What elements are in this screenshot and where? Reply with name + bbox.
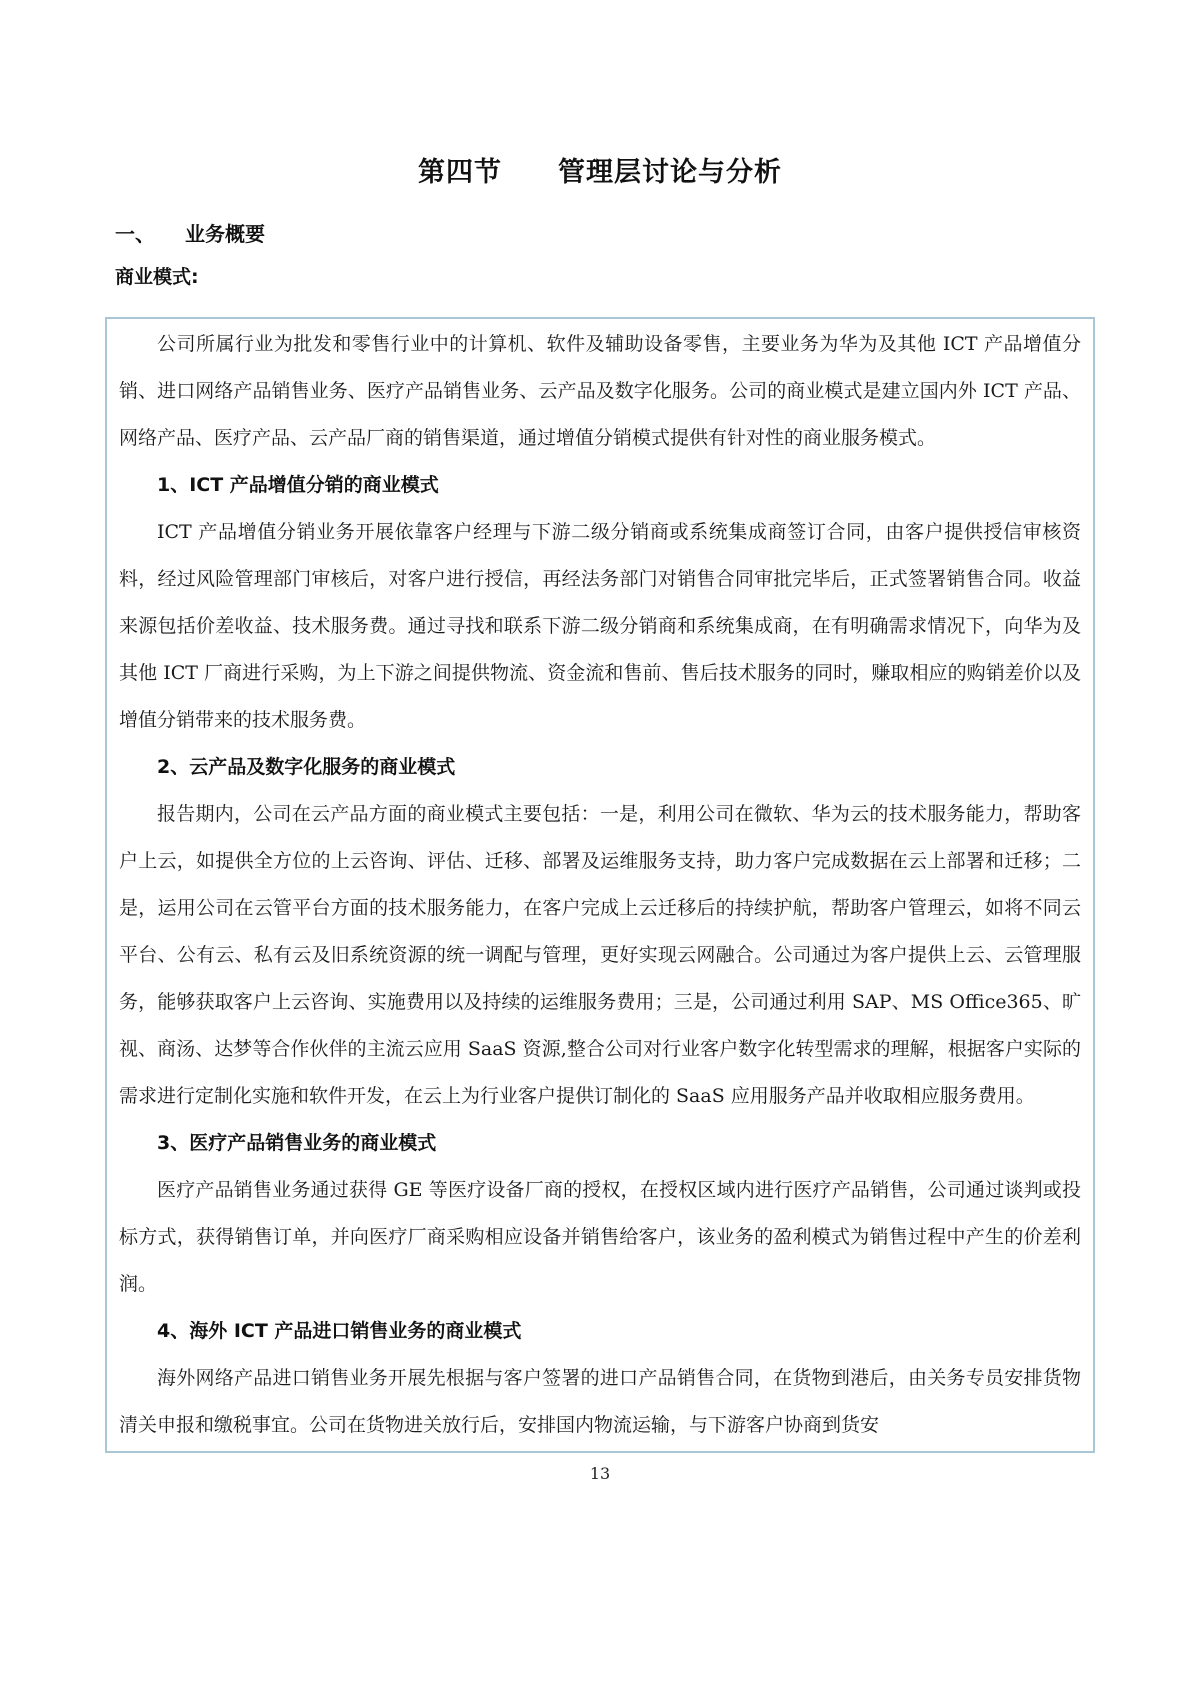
subheading-cloud-digital-model: 2、云产品及数字化服务的商业模式 xyxy=(157,756,456,778)
business-model-box xyxy=(105,317,1095,1453)
paragraph-industry-overview: 公司所属行业为批发和零售行业中的计算机、软件及辅助设备零售，主要业务为华为及其他 ICT 产品增值分销、进口网络产品销售业务、医疗产品销售业务、云产品及数字化服务。公司的商业模式是建立国内外 ICT 产品、网络产品、医疗产品、云产品厂商的销售渠道，通过增值分销模式提供有针对性的商业服务模式。 xyxy=(119,333,1081,449)
subheading-medical-sales-model: 3、医疗产品销售业务的商业模式 xyxy=(157,1132,437,1154)
page-title: 第四节 管理层讨论与分析 xyxy=(418,157,782,188)
business-model-label: 商业模式: xyxy=(115,266,199,288)
page-number: 13 xyxy=(589,1464,611,1483)
section-heading-business-overview: 一、 业务概要 xyxy=(115,222,265,246)
subheading-ict-distribution-model: 1、ICT 产品增值分销的商业模式 xyxy=(157,474,439,496)
paragraph-medical-sales-model: 医疗产品销售业务通过获得 GE 等医疗设备厂商的授权，在授权区域内进行医疗产品销售，公司通过谈判或投标方式，获得销售订单，并向医疗厂商采购相应设备并销售给客户，该业务的盈利模式为销售过程中产生的价差利润。 xyxy=(119,1179,1081,1295)
paragraph-cloud-digital-model: 报告期内，公司在云产品方面的商业模式主要包括：一是，利用公司在微软、华为云的技术服务能力，帮助客户上云，如提供全方位的上云咨询、评估、迁移、部署及运维服务支持，助力客户完成数据在云上部署和迁移；二是，运用公司在云管平台方面的技术服务能力，在客户完成上云迁移后的持续护航，帮助客户管理云，如将不同云平台、公有云、私有云及旧系统资源的统一调配与管理，更好实现云网融合。公司通过为客户提供上云、云管理服务，能够获取客户上云咨询、实施费用以及持续的运维服务费用；三是，公司通过利用 SAP、MS Office365、旷视、商汤、达梦等合作伙伴的主流云应用 SaaS 资源,整合公司对行业客户数字化转型需求的理解，根据客户实际的需求进行定制化实施和软件开发，在云上为行业客户提供订制化的 SaaS 应用服务产品并收取相应服务费用。 xyxy=(119,803,1081,1107)
subheading-overseas-ict-import-model: 4、海外 ICT 产品进口销售业务的商业模式 xyxy=(157,1320,522,1342)
paragraph-overseas-ict-import-model: 海外网络产品进口销售业务开展先根据与客户签署的进口产品销售合同，在货物到港后，由关务专员安排货物清关申报和缴税事宜。公司在货物进关放行后，安排国内物流运输，与下游客户协商到货安 xyxy=(119,1367,1081,1436)
paragraph-ict-distribution-model: ICT 产品增值分销业务开展依靠客户经理与下游二级分销商或系统集成商签订合同，由客户提供授信审核资料，经过风险管理部门审核后，对客户进行授信，再经法务部门对销售合同审批完毕后，正式签署销售合同。收益来源包括价差收益、技术服务费。通过寻找和联系下游二级分销商和系统集成商，在有明确需求情况下，向华为及其他 ICT 厂商进行采购，为上下游之间提供物流、资金流和售前、售后技术服务的同时，赚取相应的购销差价以及增值分销带来的技术服务费。 xyxy=(119,521,1081,731)
